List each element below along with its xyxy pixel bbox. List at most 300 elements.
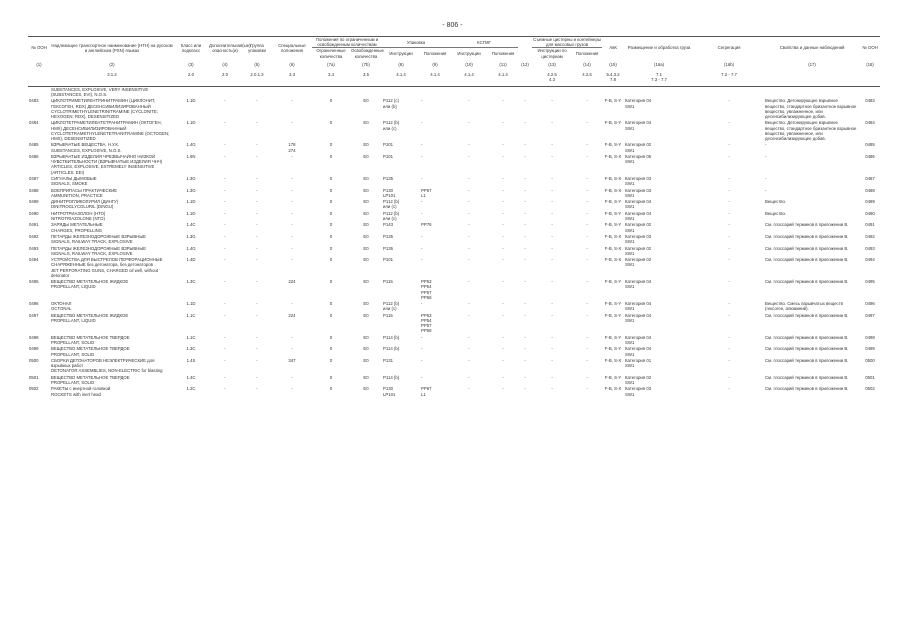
cell-packing-group: - [256, 245, 258, 251]
cell-packing-provision: - [421, 98, 423, 104]
cell-tank-instruction: - [551, 346, 553, 352]
cell-exempted-quantity: E0 [363, 301, 369, 307]
cell-tank-instruction: - [551, 279, 553, 285]
column-number: (2) [109, 61, 115, 67]
cell-tank-instruction: - [551, 301, 553, 307]
cell-ems: F-B, S-X [604, 154, 622, 159]
cell-name: ЦИКЛОТЕТРАМЕТИЛЕНТЕТРАНИТРАМИН (ОКТОГЕН, НМХ) ДЕСЕНСИБИЛИЗИРОВАННЫЙ CYCLOTETRAMETHYLENETETRANITRAMINE (OCTOGEN; HMX), DESENSITIZED [51, 120, 170, 142]
table-row [28, 211, 880, 223]
header-pack-prov: Положения [420, 48, 450, 59]
cell-packing-provision: PP67 L1 [421, 386, 432, 397]
cell-exempted-quantity: E0 [363, 279, 369, 285]
cell-tank-instruction: - [551, 142, 553, 148]
cell-exempted-quantity: E0 [363, 386, 369, 392]
header-ems: АвК [602, 37, 624, 59]
table-row [28, 98, 880, 120]
cell-ibc-provision: - [502, 120, 504, 126]
cell-un-right: 0500 [865, 357, 875, 363]
column-reference: 3.1.2 [50, 72, 174, 87]
cell-col12: - [524, 120, 526, 126]
header-ibc-prov: Положения [488, 48, 518, 59]
cell-subrisk: - [224, 386, 226, 392]
cell-un: 0494 [29, 257, 39, 263]
cell-col12: - [524, 257, 526, 263]
column-reference: 3.5 [350, 72, 382, 87]
cell-limited-quantity: 0 [329, 301, 333, 307]
cell-special-provisions: - [291, 233, 293, 239]
cell-special-provisions: 224 [288, 279, 296, 285]
cell-tank-provision: - [586, 120, 588, 126]
cell-un-right: 0497 [865, 312, 875, 318]
header-tank-instr: Инструкции по цистернам [532, 48, 572, 59]
cell-tank-instruction: - [551, 154, 553, 159]
table-row [28, 375, 880, 387]
table-row [28, 301, 880, 313]
cell-limited-quantity: 0 [329, 199, 333, 205]
cell-ibc-instruction: - [468, 301, 470, 307]
cell-class: 1.4G [186, 245, 196, 251]
cell-tank-instruction: - [551, 176, 553, 181]
cell-stowage: Категория 02 SW1 [625, 142, 652, 153]
cell-ibc-instruction: - [468, 245, 470, 251]
cell-name: ПЕТАРДЫ ЖЕЛЕЗНОДОРОЖНЫЕ ВЗРЫВНЫЕ SIGNALS, RAILWAY TRACK, EXPLOSIVE [51, 233, 146, 245]
cell-segregation: - [728, 199, 730, 205]
cell-special-provisions: 224 [288, 312, 296, 318]
table-row [28, 386, 880, 398]
cell-tank-instruction: - [551, 312, 553, 318]
column-reference: 4.1.4 [382, 72, 420, 87]
cell-properties: См. глоссарий терминов в приложении B. [765, 374, 849, 380]
cell-packing-instruction: P135 [383, 233, 394, 239]
cell-tank-instruction: - [551, 334, 553, 340]
cell-class: 1.2C [186, 386, 196, 392]
cell-ems: F-B, S-X [604, 176, 622, 181]
cell-class: 1.1D [186, 120, 196, 126]
column-number: (11) [499, 61, 507, 67]
cell-subrisk: - [224, 98, 226, 104]
cell-packing-group: - [256, 154, 258, 159]
cell-un-right: 0496 [865, 301, 875, 307]
cell-ems: F-B, S-Y [604, 312, 622, 318]
cell-limited-quantity: 0 [329, 142, 333, 148]
cell-stowage: Категория 01 SW1 [625, 357, 652, 369]
cell-ibc-provision: - [502, 187, 504, 193]
cell-tank-provision: - [586, 357, 588, 363]
cell-un-right: 0489 [865, 199, 875, 205]
cell-class: 1.1D [186, 301, 196, 307]
cell-name: ДИНИТРОГЛИКОЛУРИЛ (ДИНГУ) DINITROGLYCOLURIL (DINGU) [51, 199, 119, 210]
cell-un: 0496 [29, 301, 39, 307]
cell-segregation: - [728, 279, 730, 285]
column-reference: 2.0 [208, 72, 242, 87]
cell-exempted-quantity [350, 86, 382, 98]
cell-limited-quantity: 0 [329, 312, 333, 318]
cell-limited-quantity: 0 [329, 334, 333, 340]
cell-un-right: 0492 [865, 233, 875, 239]
cell-ems: F-B, S-X [604, 233, 622, 239]
cell-name: ОКТОНАЛ OCTONAL [51, 301, 72, 312]
cell-stowage: Категория 04 SW1 [625, 210, 652, 221]
cell-properties: Вещество. Детонирующее взрывное вещество, стандартное бризантное взрывное вещество, увлажненное, или десенсибилизирующее добав. [765, 120, 857, 142]
table-row [28, 199, 880, 211]
header-row-1 [28, 37, 880, 48]
cell-name: ВЕЩЕСТВО МЕТАТЕЛЬНОЕ ЖИДКОЕ PROPELLANT, LIQUID [51, 312, 129, 323]
cell-tank-provision: - [586, 257, 588, 263]
table-row [28, 176, 880, 188]
cell-stowage: Категория 02 SW1 [625, 245, 652, 256]
cell-ibc-provision: - [502, 98, 504, 104]
cell-packing-group: - [256, 312, 258, 318]
cell-limited-quantity: 0 [329, 386, 333, 392]
cell-segregation: - [728, 245, 730, 251]
cell-ems: F-B, S-Y [604, 222, 622, 228]
cell-special-provisions: - [291, 245, 293, 251]
cell-special-provisions [272, 86, 312, 98]
cell-packing-group: - [256, 279, 258, 285]
header-segregation: Сегрегация [694, 37, 764, 59]
cell-packing-instruction: P114 (b) [383, 374, 400, 380]
cell-ibc-provision: - [502, 233, 504, 239]
cell-tank-instruction [532, 86, 572, 98]
cell-segregation: - [728, 233, 730, 239]
cell-packing-provision: - [421, 120, 423, 126]
cell-class: 1.1D [186, 210, 196, 216]
cell-ibc-instruction: - [468, 142, 470, 148]
cell-limited-quantity: 0 [329, 176, 333, 181]
column-reference: 5.4.3.2 7.8 [602, 72, 624, 87]
cell-ems: F-B, S-Y [604, 142, 622, 148]
cell-un: 0497 [29, 312, 39, 318]
header-subrisk: Дополнительная(ые) опасность(и) [208, 37, 242, 59]
column-number: (7b) [362, 61, 370, 67]
cell-ibc-instruction: - [468, 334, 470, 340]
cell-ibc-provision: - [502, 386, 504, 392]
cell-un: 0492 [29, 233, 39, 239]
column-reference: 4.1.4 [488, 72, 518, 87]
cell-tank-instruction: - [551, 210, 553, 216]
cell-tank-provision: - [586, 199, 588, 205]
cell-tank-provision: - [586, 142, 588, 148]
column-reference: 3.3 [272, 72, 312, 87]
cell-packing-group: - [256, 187, 258, 193]
column-number: (8) [398, 61, 404, 67]
cell-exempted-quantity: E0 [363, 120, 369, 126]
cell-stowage: Категория 04 SW1 [625, 98, 652, 109]
cell-packing-group: - [256, 386, 258, 392]
table-body [28, 86, 880, 398]
cell-subrisk [208, 86, 242, 98]
cell-packing-group: - [256, 346, 258, 352]
cell-ibc-provision: - [502, 245, 504, 251]
cell-segregation: - [728, 301, 730, 307]
cell-un [28, 86, 50, 98]
column-number: (7a) [327, 61, 335, 67]
cell-limited-quantity: 0 [329, 357, 333, 363]
cell-class: 1.1C [186, 334, 196, 340]
cell-ems: F-B, S-Y [604, 334, 622, 340]
cell-un-right: 0502 [865, 386, 875, 392]
dangerous-goods-table [28, 36, 880, 398]
column-numbers-row [28, 59, 880, 72]
cell-special-provisions: - [291, 374, 293, 380]
table-row [28, 86, 880, 98]
cell-col12: - [524, 245, 526, 251]
cell-limited-quantity: 0 [329, 346, 333, 352]
cell-segregation: - [728, 374, 730, 380]
column-reference: 2.0 [174, 72, 208, 87]
cell-segregation [694, 86, 764, 98]
cell-exempted-quantity: E0 [363, 199, 369, 205]
cell-subrisk: - [224, 357, 226, 363]
column-number: (3) [188, 61, 194, 67]
cell-ems [602, 86, 624, 98]
cell-name: ВЗРЫВЧАТЫЕ ИЗДЕЛИЯ ЧРЕЗВЫЧАЙНО НИЗКОЙ ЧУВСТВИТЕЛЬНОСТИ (ВЗРЫВЧАТЫЕ ИЗДЕЛИЯ ЧНЧ) ARTICLES, EXPLOSIVE, EXTREMELY INSENSITIVE (ARTICLES, EEI) [51, 154, 163, 175]
cell-packing-group: - [256, 199, 258, 205]
cell-tank-provision: - [586, 279, 588, 285]
cell-subrisk: - [224, 142, 226, 148]
cell-packing-group: - [256, 257, 258, 263]
column-number: (4) [222, 61, 228, 67]
cell-tank-instruction: - [551, 98, 553, 104]
cell-ibc-provision: - [502, 222, 504, 228]
cell-un-right: 0483 [865, 98, 875, 104]
cell-packing-instruction: P112 (b) или (c) [383, 301, 400, 312]
cell-col12: - [524, 142, 526, 148]
cell-class [174, 86, 208, 98]
cell-un: 0500 [29, 357, 39, 363]
table-row [28, 142, 880, 154]
cell-ibc-provision: - [502, 374, 504, 380]
cell-class: 1.6N [186, 154, 196, 159]
cell-packing-provision: - [421, 233, 423, 239]
cell-packing-instruction: P131 [383, 357, 394, 363]
cell-stowage: Категория 02 SW1 [625, 374, 652, 385]
cell-un-right: 0486 [865, 154, 875, 159]
cell-un: 0495 [29, 279, 39, 285]
cell-special-provisions: 178 274 [288, 142, 296, 153]
cell-packing-instruction: P115 [383, 312, 393, 318]
cell-special-provisions: - [291, 187, 293, 193]
cell-un-right: 0491 [865, 222, 875, 228]
cell-col12: - [524, 176, 526, 181]
cell-tank-provision [572, 86, 602, 98]
cell-packing-provision: - [421, 257, 423, 263]
cell-tank-provision: - [586, 154, 588, 159]
column-number: (12) [521, 61, 529, 67]
cell-packing-provision: PP53 PP54 PP57 PP58 [421, 279, 432, 300]
cell-un-right: 0501 [865, 374, 875, 380]
header-stowage: Размещение и обработка груза [624, 37, 694, 59]
cell-tank-instruction: - [551, 374, 553, 380]
cell-ibc-instruction [450, 86, 488, 98]
header-packing-group: Группа упаковки [242, 37, 272, 59]
cell-ibc-provision [488, 86, 518, 98]
cell-segregation: - [728, 312, 730, 318]
cell-subrisk: - [224, 154, 226, 159]
cell-ibc-instruction: - [468, 176, 470, 181]
cell-limited-quantity: 0 [329, 120, 333, 126]
column-number: (15) [609, 61, 617, 67]
cell-properties: См. глоссарий терминов в приложении B. [765, 346, 849, 352]
cell-class: 1.1C [186, 312, 196, 318]
cell-tank-provision: - [586, 210, 588, 216]
cell-class: 1.4D [186, 257, 196, 263]
cell-name: ВЕЩЕСТВО МЕТАТЕЛЬНОЕ ТВЕРДОЕ PROPELLANT, SOLID [51, 346, 130, 357]
cell-ibc-provision: - [502, 210, 504, 216]
column-reference: 2.0.1.3 [242, 72, 272, 87]
cell-class: 1.4C [186, 222, 196, 228]
cell-stowage: Категория 04 SW1 [625, 199, 652, 210]
cell-ems: F-B, S-X [604, 187, 622, 193]
cell-name: ВЕЩЕСТВО МЕТАТЕЛЬНОЕ ЖИДКОЕ PROPELLANT, LIQUID [51, 279, 129, 290]
cell-packing-instruction: P130 LP101 [383, 187, 396, 198]
column-reference: 4.1.4 [450, 72, 488, 87]
header-packing: Упаковка [382, 37, 450, 48]
table-row [28, 188, 880, 200]
cell-tank-provision: - [586, 374, 588, 380]
cell-packing-instruction: P130 LP101 [383, 386, 396, 397]
cell-exempted-quantity: E0 [363, 374, 369, 380]
cell-packing-provision: PP67 L1 [421, 187, 432, 198]
cell-ibc-instruction: - [468, 199, 470, 205]
cell-properties: - [765, 154, 767, 159]
column-reference [28, 72, 50, 87]
cell-segregation: - [728, 176, 730, 181]
cell-tank-provision: - [586, 187, 588, 193]
cell-un: 0501 [29, 374, 39, 380]
cell-ibc-instruction: - [468, 279, 470, 285]
header-un: № ООН [28, 37, 50, 59]
column-reference [860, 72, 880, 87]
cell-subrisk: - [224, 334, 226, 340]
cell-tank-instruction: - [551, 257, 553, 263]
cell-un: 0489 [29, 199, 39, 205]
cell-segregation: - [728, 142, 730, 148]
cell-properties: См. глоссарий терминов в приложении B. [765, 279, 849, 285]
cell-properties: См. глоссарий терминов в приложении B. [765, 312, 849, 318]
cell-stowage: Категория 04 SW1 [625, 120, 652, 131]
cell-packing-group: - [256, 374, 258, 380]
header-special-provisions: Специальные положения [272, 37, 312, 59]
cell-packing-group [242, 86, 272, 98]
cell-packing-group: - [256, 176, 258, 181]
table-row [28, 246, 880, 258]
cell-properties: См. глоссарий терминов в приложении B. [765, 357, 849, 363]
cell-ibc-instruction: - [468, 346, 470, 352]
header-col12 [518, 37, 532, 59]
cell-stowage: Категория 04 SW1 [625, 301, 652, 312]
cell-ems: F-B, S-Y [604, 301, 622, 307]
cell-exempted-quantity: E0 [363, 210, 369, 216]
cell-packing-provision: - [421, 346, 423, 352]
cell-name: ЗАРЯДЫ МЕТАТЕЛЬНЫЕ CHARGES, PROPELLING [51, 222, 103, 233]
cell-properties: См. глоссарий терминов в приложении B. [765, 386, 849, 392]
cell-ibc-instruction: - [468, 386, 470, 392]
cell-packing-instruction: P112 (b) или (c) [383, 199, 400, 210]
cell-packing-instruction: P135 [383, 176, 394, 181]
cell-tank-instruction: - [551, 187, 553, 193]
cell-ems: F-B, S-Y [604, 279, 622, 285]
cell-col12: - [524, 312, 526, 318]
cell-ems: F-B, S-X [604, 257, 622, 263]
cell-subrisk: - [224, 222, 226, 228]
column-reference: 4.2.5 [572, 72, 602, 87]
cell-segregation: - [728, 386, 730, 392]
cell-segregation: - [728, 257, 730, 263]
cell-stowage: Категория 04 SW1 [625, 334, 652, 345]
header-tanks: Съемные цистерны и контейнеры для массовых грузов [533, 37, 601, 48]
cell-ibc-provision: - [502, 142, 504, 148]
cell-segregation: - [728, 334, 730, 340]
cell-exempted-quantity: E0 [363, 142, 369, 148]
cell-packing-instruction: P135 [383, 245, 394, 251]
cell-packing-group: - [256, 210, 258, 216]
cell-limited-quantity: 0 [329, 279, 333, 285]
cell-ibc-provision: - [502, 357, 504, 363]
cell-un-right: 0494 [865, 257, 875, 263]
column-reference: 4.2.5 4.3 [532, 72, 572, 87]
cell-tank-instruction: - [551, 245, 553, 251]
cell-name: НИТРОТРИАЗОЛОН (НТО) NITROTRIAZOLONE (NTO) [51, 210, 106, 221]
cell-col12: - [524, 386, 526, 392]
cell-col12: - [524, 334, 526, 340]
cell-exempted-quantity: E0 [363, 257, 369, 263]
cell-special-provisions: - [291, 301, 293, 307]
column-number: (16b) [724, 61, 735, 67]
cell-class: 1.3G [186, 233, 196, 239]
cell-un: 0486 [29, 154, 39, 159]
cell-subrisk: - [224, 301, 226, 307]
header-pack-instr: Инструкции [382, 48, 420, 59]
cell-limited-quantity: 0 [329, 187, 333, 193]
cell-ems: F-B, S-Y [604, 120, 622, 126]
cell-segregation: - [728, 346, 730, 352]
cell-class: 1.1D [186, 98, 196, 104]
column-number: (17) [808, 61, 816, 67]
cell-ibc-instruction: - [468, 120, 470, 126]
table-row [28, 313, 880, 335]
cell-un-right: 0493 [865, 245, 875, 251]
column-number: (5) [254, 61, 260, 67]
cell-properties: См. глоссарий терминов в приложении B. [765, 334, 849, 340]
cell-packing-provision: PP76 [421, 222, 432, 228]
cell-tank-provision: - [586, 176, 588, 181]
cell-special-provisions: - [291, 386, 293, 392]
cell-ibc-instruction: - [468, 187, 470, 193]
cell-subrisk: - [224, 233, 226, 239]
cell-packing-group: - [256, 142, 258, 148]
cell-packing-group: - [256, 222, 258, 228]
cell-packing-group: - [256, 233, 258, 239]
cell-packing-instruction: P101 [383, 257, 394, 263]
cell-limited-quantity: 0 [329, 210, 333, 216]
cell-un-right: 0487 [865, 176, 875, 181]
cell-class: 1.3C [186, 346, 196, 352]
column-reference: 7.1 7.3 - 7.7 [624, 72, 694, 87]
cell-name: РАКЕТЫ с инертной головкой ROCKETS with inert head [51, 386, 111, 397]
cell-un: 0498 [29, 334, 39, 340]
cell-ibc-instruction: - [468, 312, 470, 318]
cell-packing-group: - [256, 334, 258, 340]
cell-packing-provision: - [421, 374, 423, 380]
cell-ems: F-B, S-X [604, 357, 622, 363]
cell-un: 0499 [29, 346, 39, 352]
cell-ibc-instruction: - [468, 154, 470, 159]
cell-packing-instruction: P101 [383, 154, 394, 159]
cell-subrisk: - [224, 245, 226, 251]
cell-un: 0484 [29, 120, 39, 126]
cell-exempted-quantity: E0 [363, 312, 369, 318]
